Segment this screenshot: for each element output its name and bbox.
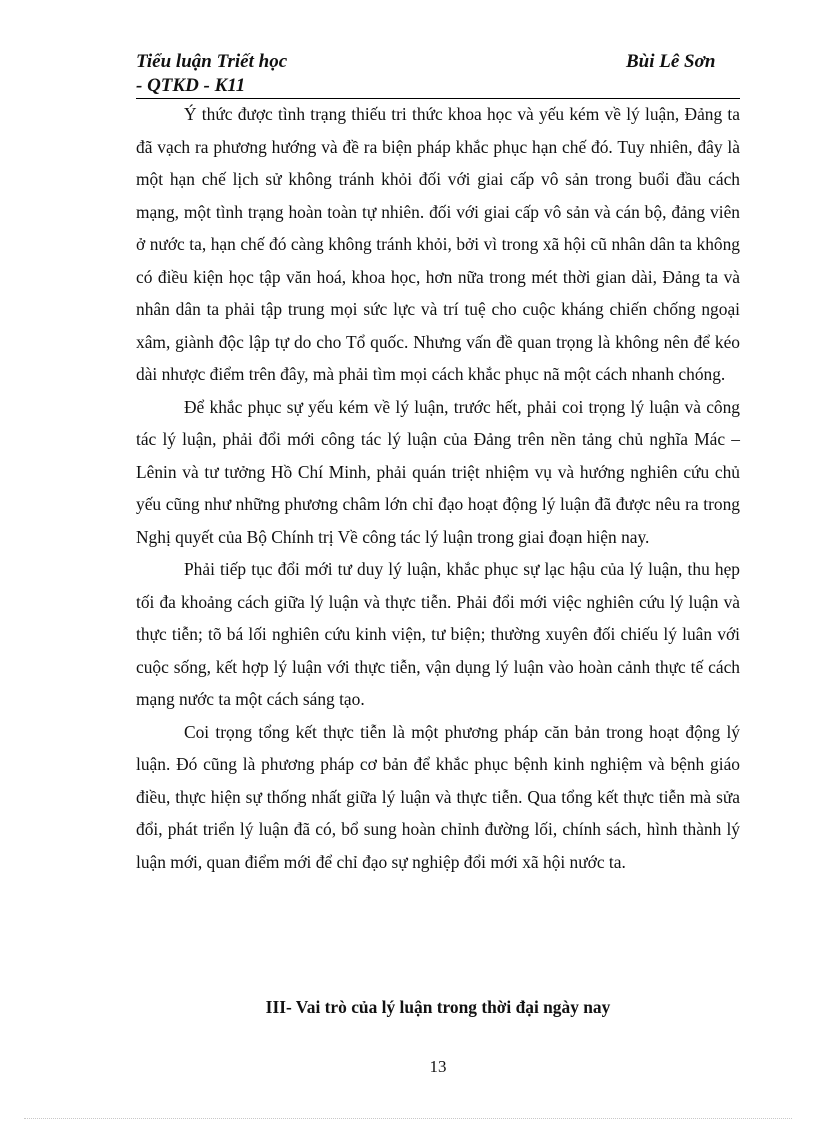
paragraph-4: Coi trọng tổng kết thực tiễn là một phương pháp căn bản trong hoạt động lý luận. Đó cũng là phương pháp cơ bản để khắc phục bệnh kinh nghiệm và bệnh giáo điều, thực hiện sự thống nhất giữa lý luận và thực tiễn. Qua tổng kết thực tiễn mà sửa đổi, phát triển lý luận đã có, bổ sung hoàn chỉnh đường lối, chính sách, hình thành lý luận mới, quan điểm mới để chỉ đạo sự nghiệp đổi mới xã hội nước ta.: [136, 721, 740, 872]
header-author: Bùi Lê Sơn: [626, 51, 716, 72]
header-title: Tiểu luận Triết học: [136, 51, 288, 72]
page-number: 13: [429, 1057, 447, 1076]
document-header-left: [136, 50, 287, 98]
document-body: [136, 98, 740, 878]
page-bottom-divider: [24, 1118, 792, 1119]
section-heading: III- Vai trò của lý luận trong thời đại ngày nay: [265, 997, 611, 1017]
paragraph-2: Để khắc phục sự yếu kém về lý luận, trước hết, phải coi trọng lý luận và công tác lý luận, phải đổi mới công tác lý luận của Đảng trên nền tảng chủ nghĩa Mác – Lênin và tư tưởng Hồ Chí Minh, phải quán triệt nhiệm vụ và hướng nghiên cứu chủ yếu cũng như những phương châm lớn chỉ đạo hoạt động lý luận đã được nêu ra trong Nghị quyết của Bộ Chính trị Về công tác lý luận trong giai đoạn hiện nay.: [136, 396, 740, 547]
header-class: - QTKD - K11: [136, 75, 246, 96]
paragraph-3: Phải tiếp tục đổi mới tư duy lý luận, khắc phục sự lạc hậu của lý luận, thu hẹp tối đa khoảng cách giữa lý luận và thực tiễn. Phải đổi mới việc nghiên cứu lý luận và thực tiễn; tõ bá lối nghiên cứu kinh viện, tư biện; thường xuyên đối chiếu lý luân với cuộc sống, kết hợp lý luận với thực tiễn, vận dụng lý luận vào hoàn cảnh thực tế cách mạng nước ta một cách sáng tạo.: [136, 559, 740, 709]
paragraph-1: Ý thức được tình trạng thiếu tri thức khoa học và yếu kém về lý luận, Đảng ta đã vạch ra phương hướng và đề ra biện pháp khắc phục hạn chế đó. Tuy nhiên, đây là một hạn chế lịch sử không tránh khỏi đối với giai cấp vô sản trong buổi đầu cách mạng, một tình trạng hoàn toàn tự nhiên. đối với giai cấp vô sản và cán bộ, đảng viên ở nước ta, hạn chế đó càng không tránh khỏi, bởi vì trong xã hội cũ nhân dân ta không có điều kiện học tập văn hoá, khoa học, hơn nữa trong mét thời gian dài, Đảng ta và nhân dân ta phải tập trung mọi sức lực và trí tuệ cho cuộc kháng chiến chống ngoại xâm, giành độc lập tự do cho Tổ quốc. Nhưng vấn đề quan trọng là không nên để kéo dài nhược điểm trên đây, mà phải tìm mọi cách khắc phục nã một cách nhanh chóng.: [136, 104, 740, 384]
